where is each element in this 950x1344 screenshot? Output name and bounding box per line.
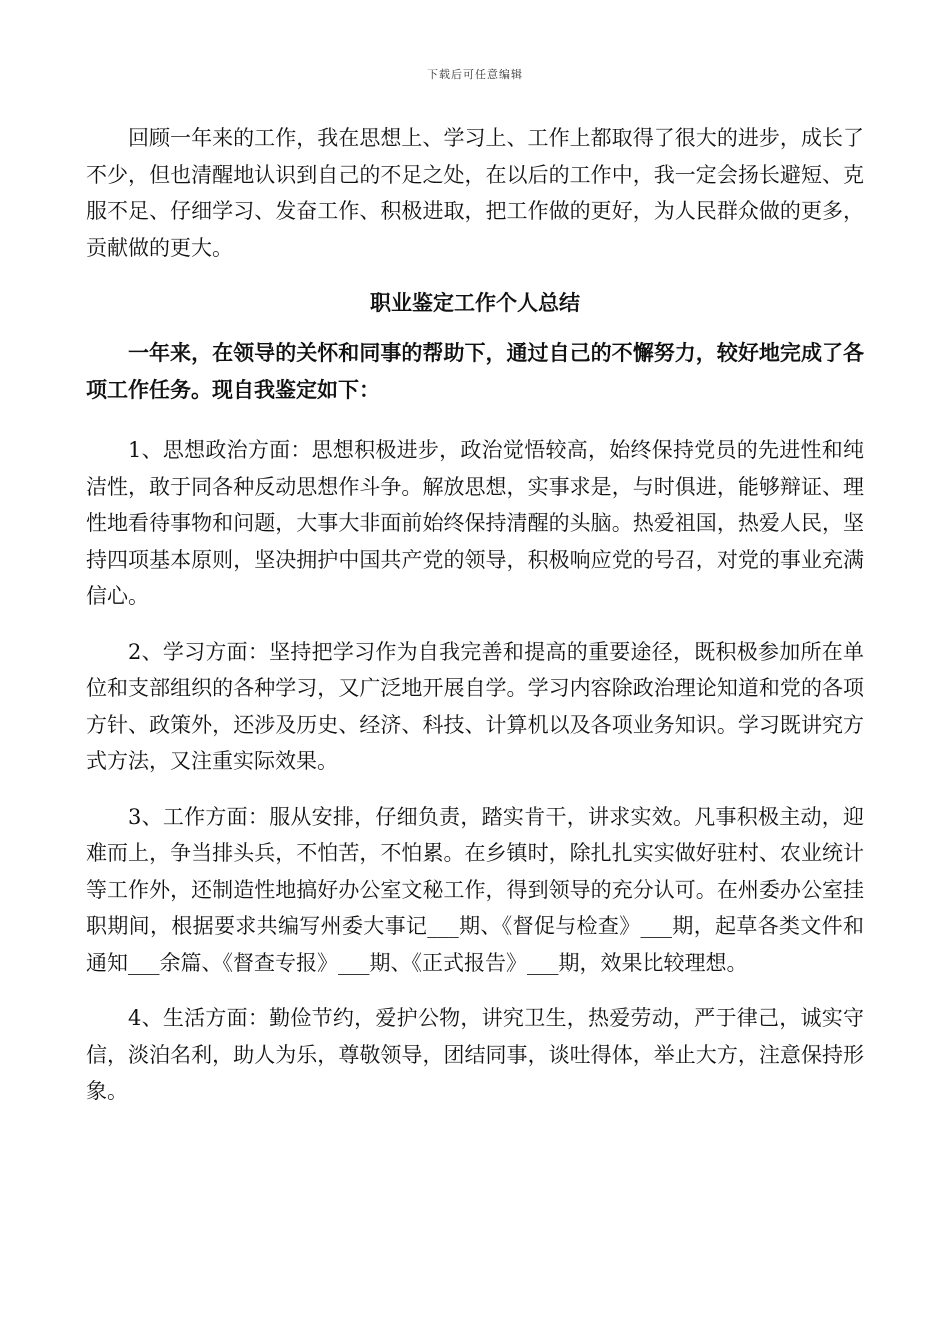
section-paragraph-3: 3、工作方面：服从安排，仔细负责，踏实肯干，讲求实效。凡事积极主动，迎难而上，争当排头兵，不怕苦，不怕累。在乡镇时，除扎扎实实做好驻村、农业统计等工作外，还制造性地搞好办公室文秘工作，得到领导的充分认可。在州委办公室挂职期间，根据要求共编写州委大事记___期、《督促与检查》___期，起草各类文件和通知___余篇、《督查专报》___期、《正式报告》___期，效果比较理想。: [86, 804, 864, 975]
document-title: 职业鉴定工作个人总结: [370, 290, 580, 315]
opening-paragraph: 回顾一年来的工作，我在思想上、学习上、工作上都取得了很大的进步，成长了不少，但也清醒地认识到自己的不足之处，在以后的工作中，我一定会扬长避短、克服不足、仔细学习、发奋工作、积极进取，把工作做的更好，为人民群众做的更多，贡献做的更大。: [86, 126, 864, 260]
intro-paragraph: 一年来，在领导的关怀和同事的帮助下，通过自己的不懈努力，较好地完成了各项工作任务。现自我鉴定如下：: [86, 340, 864, 402]
section-paragraph-1: 1、思想政治方面：思想积极进步，政治觉悟较高，始终保持党员的先进性和纯洁性，敢于同各种反动思想作斗争。解放思想，实事求是，与时俱进，能够辩证、理性地看待事物和问题，大事大非面前始终保持清醒的头脑。热爱祖国，热爱人民，坚持四项基本原则，坚决拥护中国共产党的领导，积极响应党的号召，对党的事业充满信心。: [86, 438, 864, 608]
document-body: [86, 120, 864, 1129]
section-paragraph-4: 4、生活方面：勤俭节约，爱护公物，讲究卫生，热爱劳动，严于律己，诚实守信，淡泊名利，助人为乐，尊敬领导，团结同事，谈吐得体，举止大方，注意保持形象。: [86, 1006, 864, 1103]
section-paragraph-2: 2、学习方面：坚持把学习作为自我完善和提高的重要途径，既积极参加所在单位和支部组织的各种学习，又广泛地开展自学。学习内容除政治理论知道和党的各项方针、政策外，还涉及历史、经济、科技、计算机以及各项业务知识。学习既讲究方式方法，又注重实际效果。: [86, 639, 864, 773]
header-note: 下载后可任意编辑: [427, 68, 523, 81]
